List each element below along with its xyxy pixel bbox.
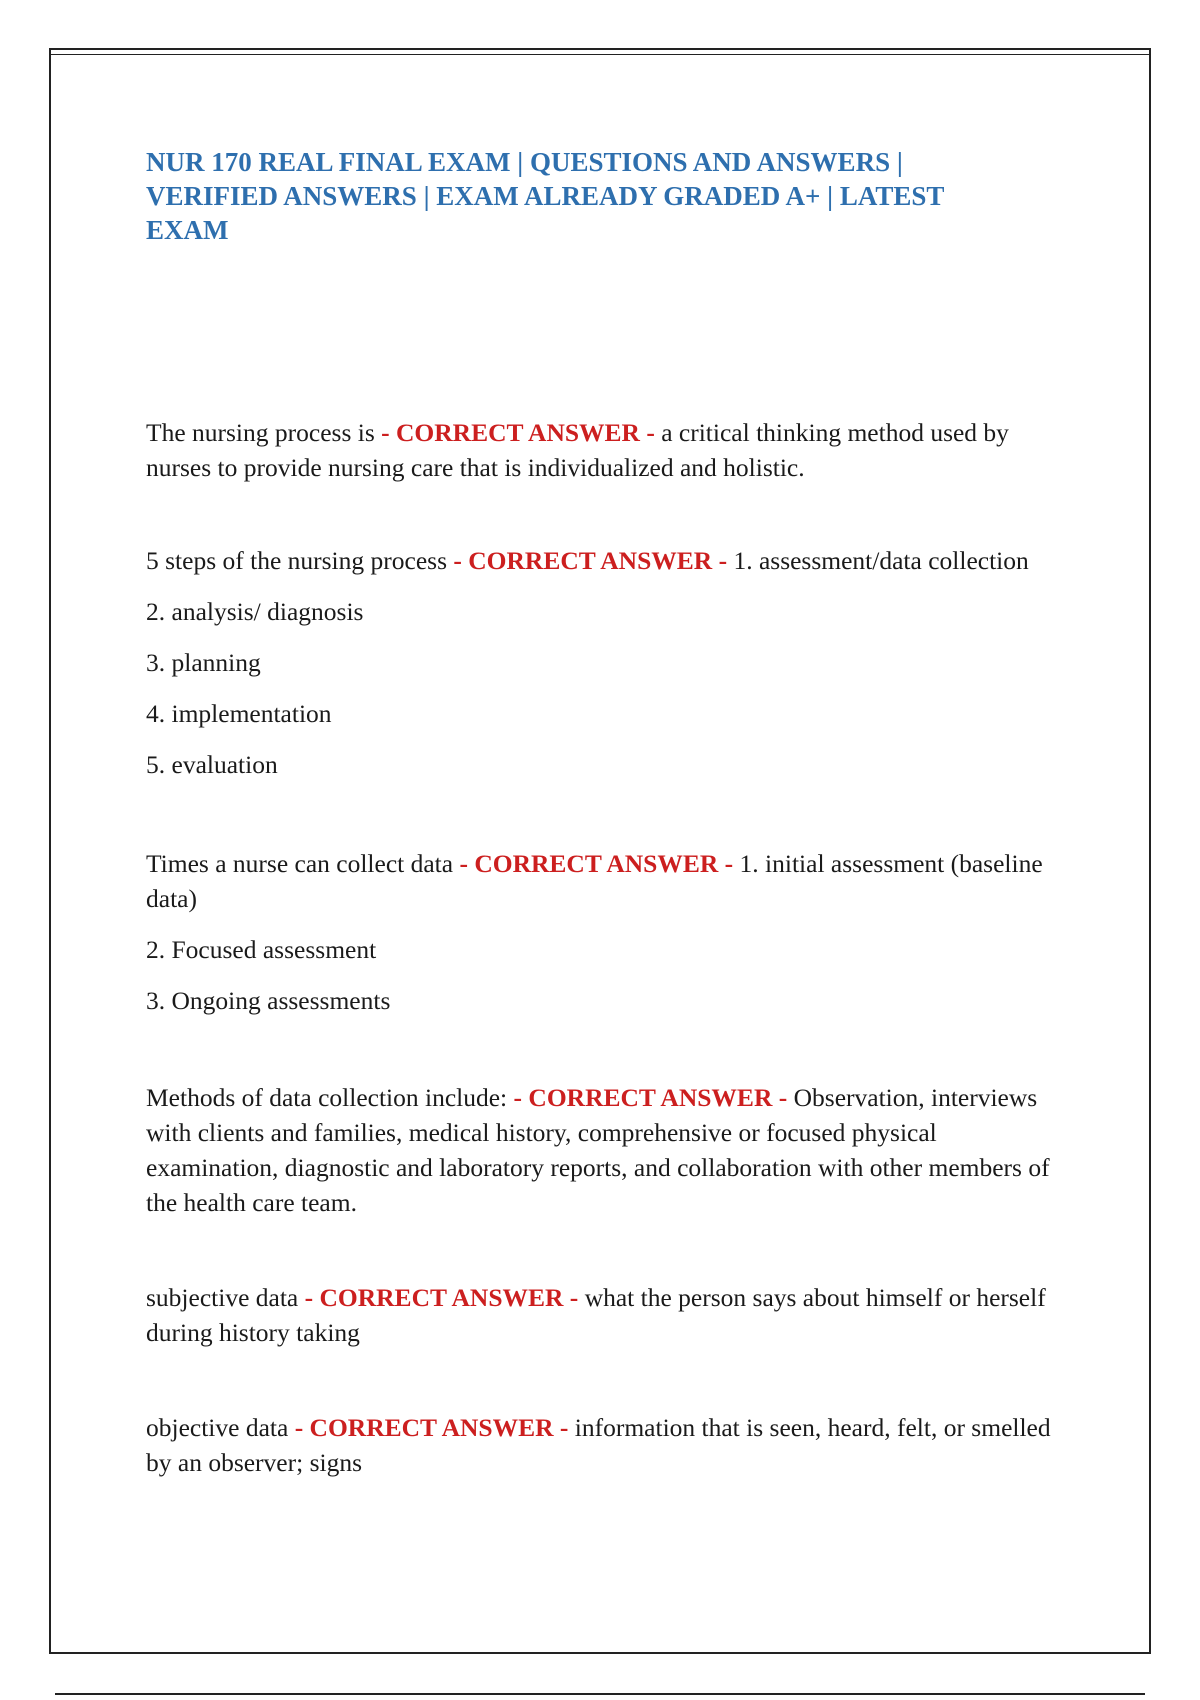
qa-item	[146, 1280, 1066, 1350]
answer-text: information that is seen, heard, felt, or smelled by an observer; signs	[146, 1413, 1051, 1477]
answer-text: a critical thinking method used by nurses to provide nursing care that is individualized and holistic.	[146, 418, 1009, 482]
document-title: NUR 170 REAL FINAL EXAM | QUESTIONS AND ANSWERS | VERIFIED ANSWERS | EXAM ALREADY GRADED A+ | LATEST EXAM	[146, 147, 944, 245]
question-text: Times a nurse can collect data	[146, 849, 454, 878]
qa-item	[146, 1080, 1066, 1220]
qa-text	[146, 1280, 1066, 1350]
qa-list	[146, 415, 1066, 1480]
qa-text	[146, 415, 1066, 485]
correct-answer-marker: - CORRECT ANSWER -	[304, 1283, 579, 1312]
answer-text: 1. initial assessment (baseline data)	[146, 849, 1043, 913]
question-text: objective data	[146, 1413, 289, 1442]
next-page-border	[55, 1693, 1145, 1695]
qa-item	[146, 1410, 1066, 1480]
question-text: subjective data	[146, 1283, 299, 1312]
correct-answer-marker: - CORRECT ANSWER -	[459, 849, 734, 878]
page-frame-double-rule	[49, 54, 1151, 55]
answer-list-item: 2. Focused assessment	[146, 935, 377, 964]
answer-list-item: 2. analysis/ diagnosis	[146, 597, 364, 626]
question-text: 5 steps of the nursing process	[146, 546, 447, 575]
correct-answer-marker: - CORRECT ANSWER -	[294, 1413, 569, 1442]
answer-list-item: 5. evaluation	[146, 750, 278, 779]
question-text: Methods of data collection include:	[146, 1083, 508, 1112]
qa-text	[146, 1410, 1066, 1480]
qa-item	[146, 543, 1066, 782]
answer-text: 1. assessment/data collection	[733, 546, 1029, 575]
answer-text: what the person says about himself or herself during history taking	[146, 1283, 1046, 1347]
answer-text: Observation, interviews with clients and families, medical history, comprehensive or focused physical examination, diagnostic and laboratory reports, and collaboration with other members of the health care team.	[146, 1083, 1050, 1217]
qa-text	[146, 543, 1066, 578]
qa-item	[146, 415, 1066, 485]
question-text: The nursing process is	[146, 418, 375, 447]
correct-answer-marker: - CORRECT ANSWER -	[513, 1083, 788, 1112]
answer-list-item: 3. planning	[146, 648, 261, 677]
correct-answer-marker: - CORRECT ANSWER -	[453, 546, 728, 575]
answer-list-item: 3. Ongoing assessments	[146, 986, 391, 1015]
answer-list-item: 4. implementation	[146, 699, 332, 728]
qa-item	[146, 846, 1066, 1018]
correct-answer-marker: - CORRECT ANSWER -	[381, 418, 655, 447]
qa-text	[146, 1080, 1066, 1220]
document-content	[146, 145, 1066, 1530]
qa-text	[146, 846, 1066, 916]
